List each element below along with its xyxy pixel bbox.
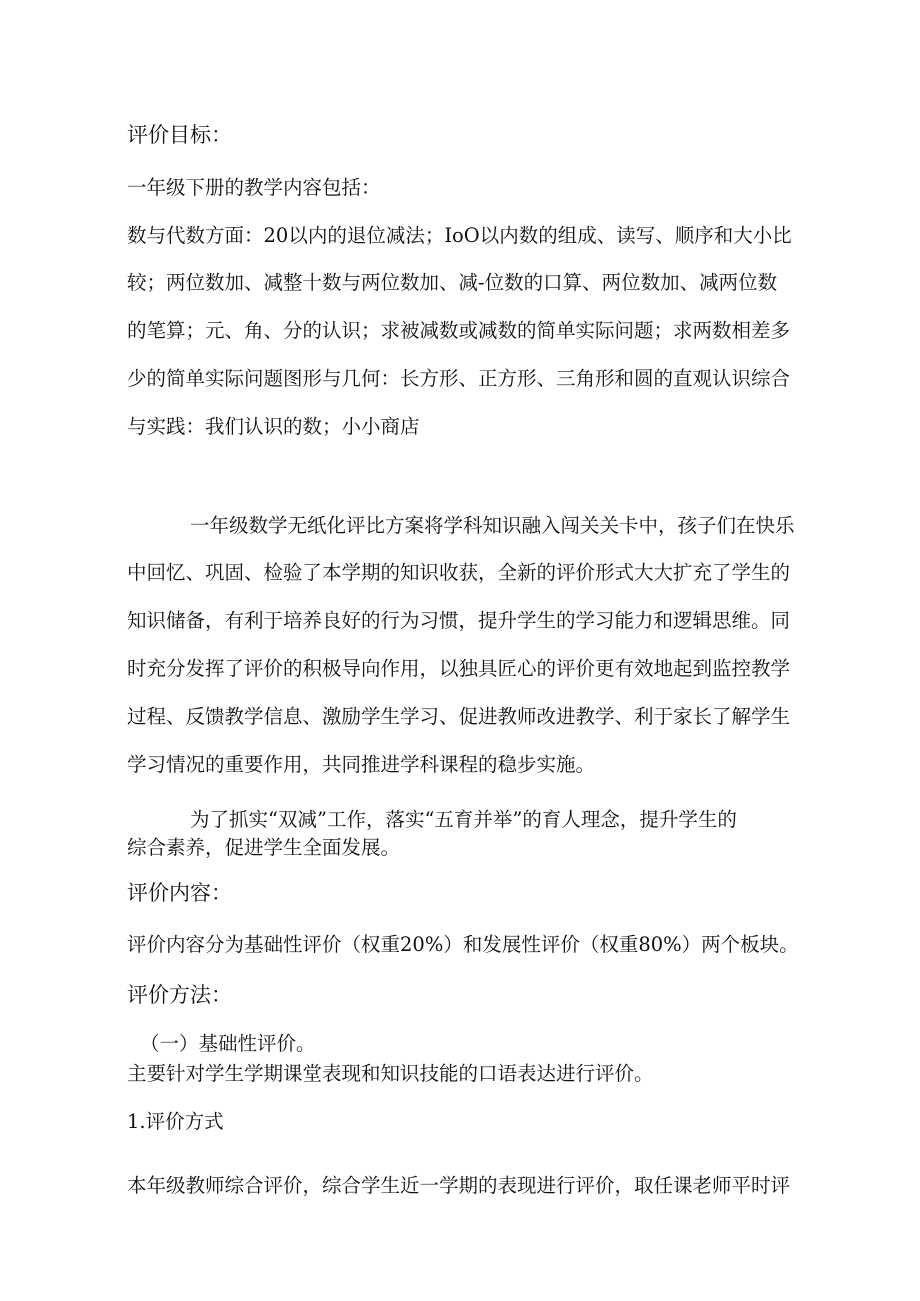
para1-line-4: 时充分发挥了评价的积极导向作用，以独具匠心的评价更有效地起到监控教学: [127, 657, 791, 680]
para1-line-1: 一年级数学无纸化评比方案将学科知识融入闯关关卡中，孩子们在快乐: [190, 514, 795, 537]
method-item-1: 1.评价方式: [127, 1110, 224, 1133]
content-text: 评价内容分为基础性评价（权重20%）和发展性评价（权重80%）两个板块。: [127, 933, 799, 956]
goal-line-5: 与实践：我们认识的数；小小商店: [127, 415, 420, 438]
goal-line-3: 的笔算；元、角、分的认识；求被减数或减数的简单实际问题；求两数相差多: [127, 319, 791, 342]
para1-line-2: 中回忆、巩固、检验了本学期的知识收获，全新的评价形式大大扩充了学生的: [127, 561, 791, 584]
method-subheading: （一）基础性评价。: [140, 1032, 316, 1055]
last-line: 本年级教师综合评价，综合学生近一学期的表现进行评价，取任课老师平时评: [127, 1174, 791, 1197]
heading-evaluation-content: 评价内容：: [127, 881, 232, 905]
heading-evaluation-method: 评价方法：: [127, 983, 232, 1007]
para2-line-2: 综合素养，促进学生全面发展。: [127, 836, 401, 859]
para1-line-6: 学习情况的重要作用，共同推进学科课程的稳步实施。: [127, 753, 596, 776]
goal-line-4: 少的简单实际问题图形与几何：长方形、正方形、三角形和圆的直观认识综合: [127, 367, 791, 390]
goal-line-1: 数与代数方面：20以内的退位减法；IoO以内数的组成、读写、顺序和大小比: [127, 224, 792, 247]
para2-line-1: 为了抓实“双减”工作，落实“五育并举”的育人理念，提升学生的: [190, 808, 737, 831]
para1-line-5: 过程、反馈教学信息、激励学生学习、促进教师改进教学、利于家长了解学生: [127, 705, 791, 728]
para1-line-3: 知识储备，有利于培养良好的行为习惯，提升学生的学习能力和逻辑思维。同: [127, 609, 791, 632]
goal-line-2: 较；两位数加、减整十数与两位数加、减-位数的口算、两位数加、减两位数: [127, 271, 778, 294]
goal-intro: 一年级下册的教学内容包括：: [127, 176, 381, 199]
method-text: 主要针对学生学期课堂表现和知识技能的口语表达进行评价。: [127, 1062, 654, 1085]
heading-evaluation-goal: 评价目标：: [127, 123, 232, 147]
